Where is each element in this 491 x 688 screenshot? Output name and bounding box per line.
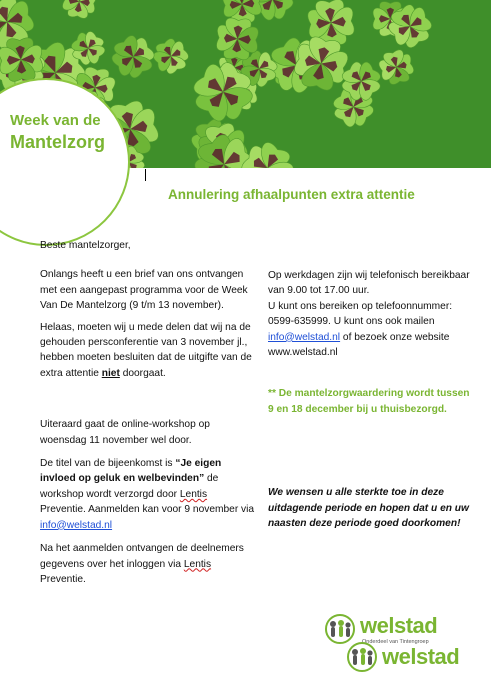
left-column xyxy=(40,238,255,587)
logo-word-bottom: welstad xyxy=(382,644,460,669)
paragraph-brief: Onlangs heeft u een brief van ons ontvangen met een aangepast programma voor de Week Van De Mantelzorg (9 t/m 13 november). xyxy=(40,269,248,312)
paragraph-login: Na het aanmelden ontvangen de deelnemers gegevens over het inloggen via Lentis Preventie. xyxy=(40,543,244,585)
paragraph-title: De titel van de bijeenkomst is “Je eigen invloed op geluk en welbevinden” de workshop wordt verzorgd door Lentis Preventie. Aanmelden kan voor 9 november via info@welstad.nl xyxy=(40,458,255,531)
email-link-left[interactable]: info@welstad.nl xyxy=(40,519,113,531)
workshop-title: “Je eigen invloed op geluk en welbevinden” xyxy=(40,458,222,485)
contact-info: U kunt ons bereiken op telefoonnummer: 0599-635999. U kunt ons ook mailen info@welstad.nl of bezoek onze website www.welstad.nl xyxy=(268,300,453,359)
right-column xyxy=(268,268,478,531)
people-icon xyxy=(322,614,358,644)
logo-subtitle: Onderdeel van Tintengroep xyxy=(362,639,429,645)
page-heading: Annulering afhaalpunten extra attentie xyxy=(168,187,415,202)
appreciation-note: ** De mantelzorgwaardering wordt tussen 9 en 18 december bij u thuisbezorgd. xyxy=(268,388,470,415)
greeting: Beste mantelzorger, xyxy=(40,240,131,251)
text-cursor xyxy=(145,169,146,181)
lentis-word: Lentis xyxy=(179,488,208,500)
event-title-line1: Week van de xyxy=(10,112,101,129)
paragraph-workshop: Uiteraard gaat de online-workshop op woensdag 11 november wel door. xyxy=(40,419,210,446)
phone-hours: Op werkdagen zijn wij telefonisch bereikbaar van 9.00 tot 17.00 uur. xyxy=(268,270,470,297)
paragraph-cancellation: Helaas, moeten wij u mede delen dat wij na de gehouden persconferentie van 3 november jl., hebben moeten besluiten dat de uitgifte van de extra attentie niet doorgaat. xyxy=(40,321,252,379)
closing-wish: We wensen u alle sterkte toe in deze uitdagende periode en hopen dat u en uw naasten deze periode goed doorkomen! xyxy=(268,487,469,530)
event-title xyxy=(10,112,130,153)
email-link-right[interactable]: info@welstad.nl xyxy=(268,331,341,343)
welstad-logo xyxy=(322,612,487,672)
lentis-word-2: Lentis xyxy=(183,558,212,570)
people-icon-2 xyxy=(344,642,380,672)
logo-word-top: welstad xyxy=(360,613,438,638)
event-title-line2: Mantelzorg xyxy=(10,132,106,153)
emphasis-niet: niet xyxy=(101,367,120,379)
